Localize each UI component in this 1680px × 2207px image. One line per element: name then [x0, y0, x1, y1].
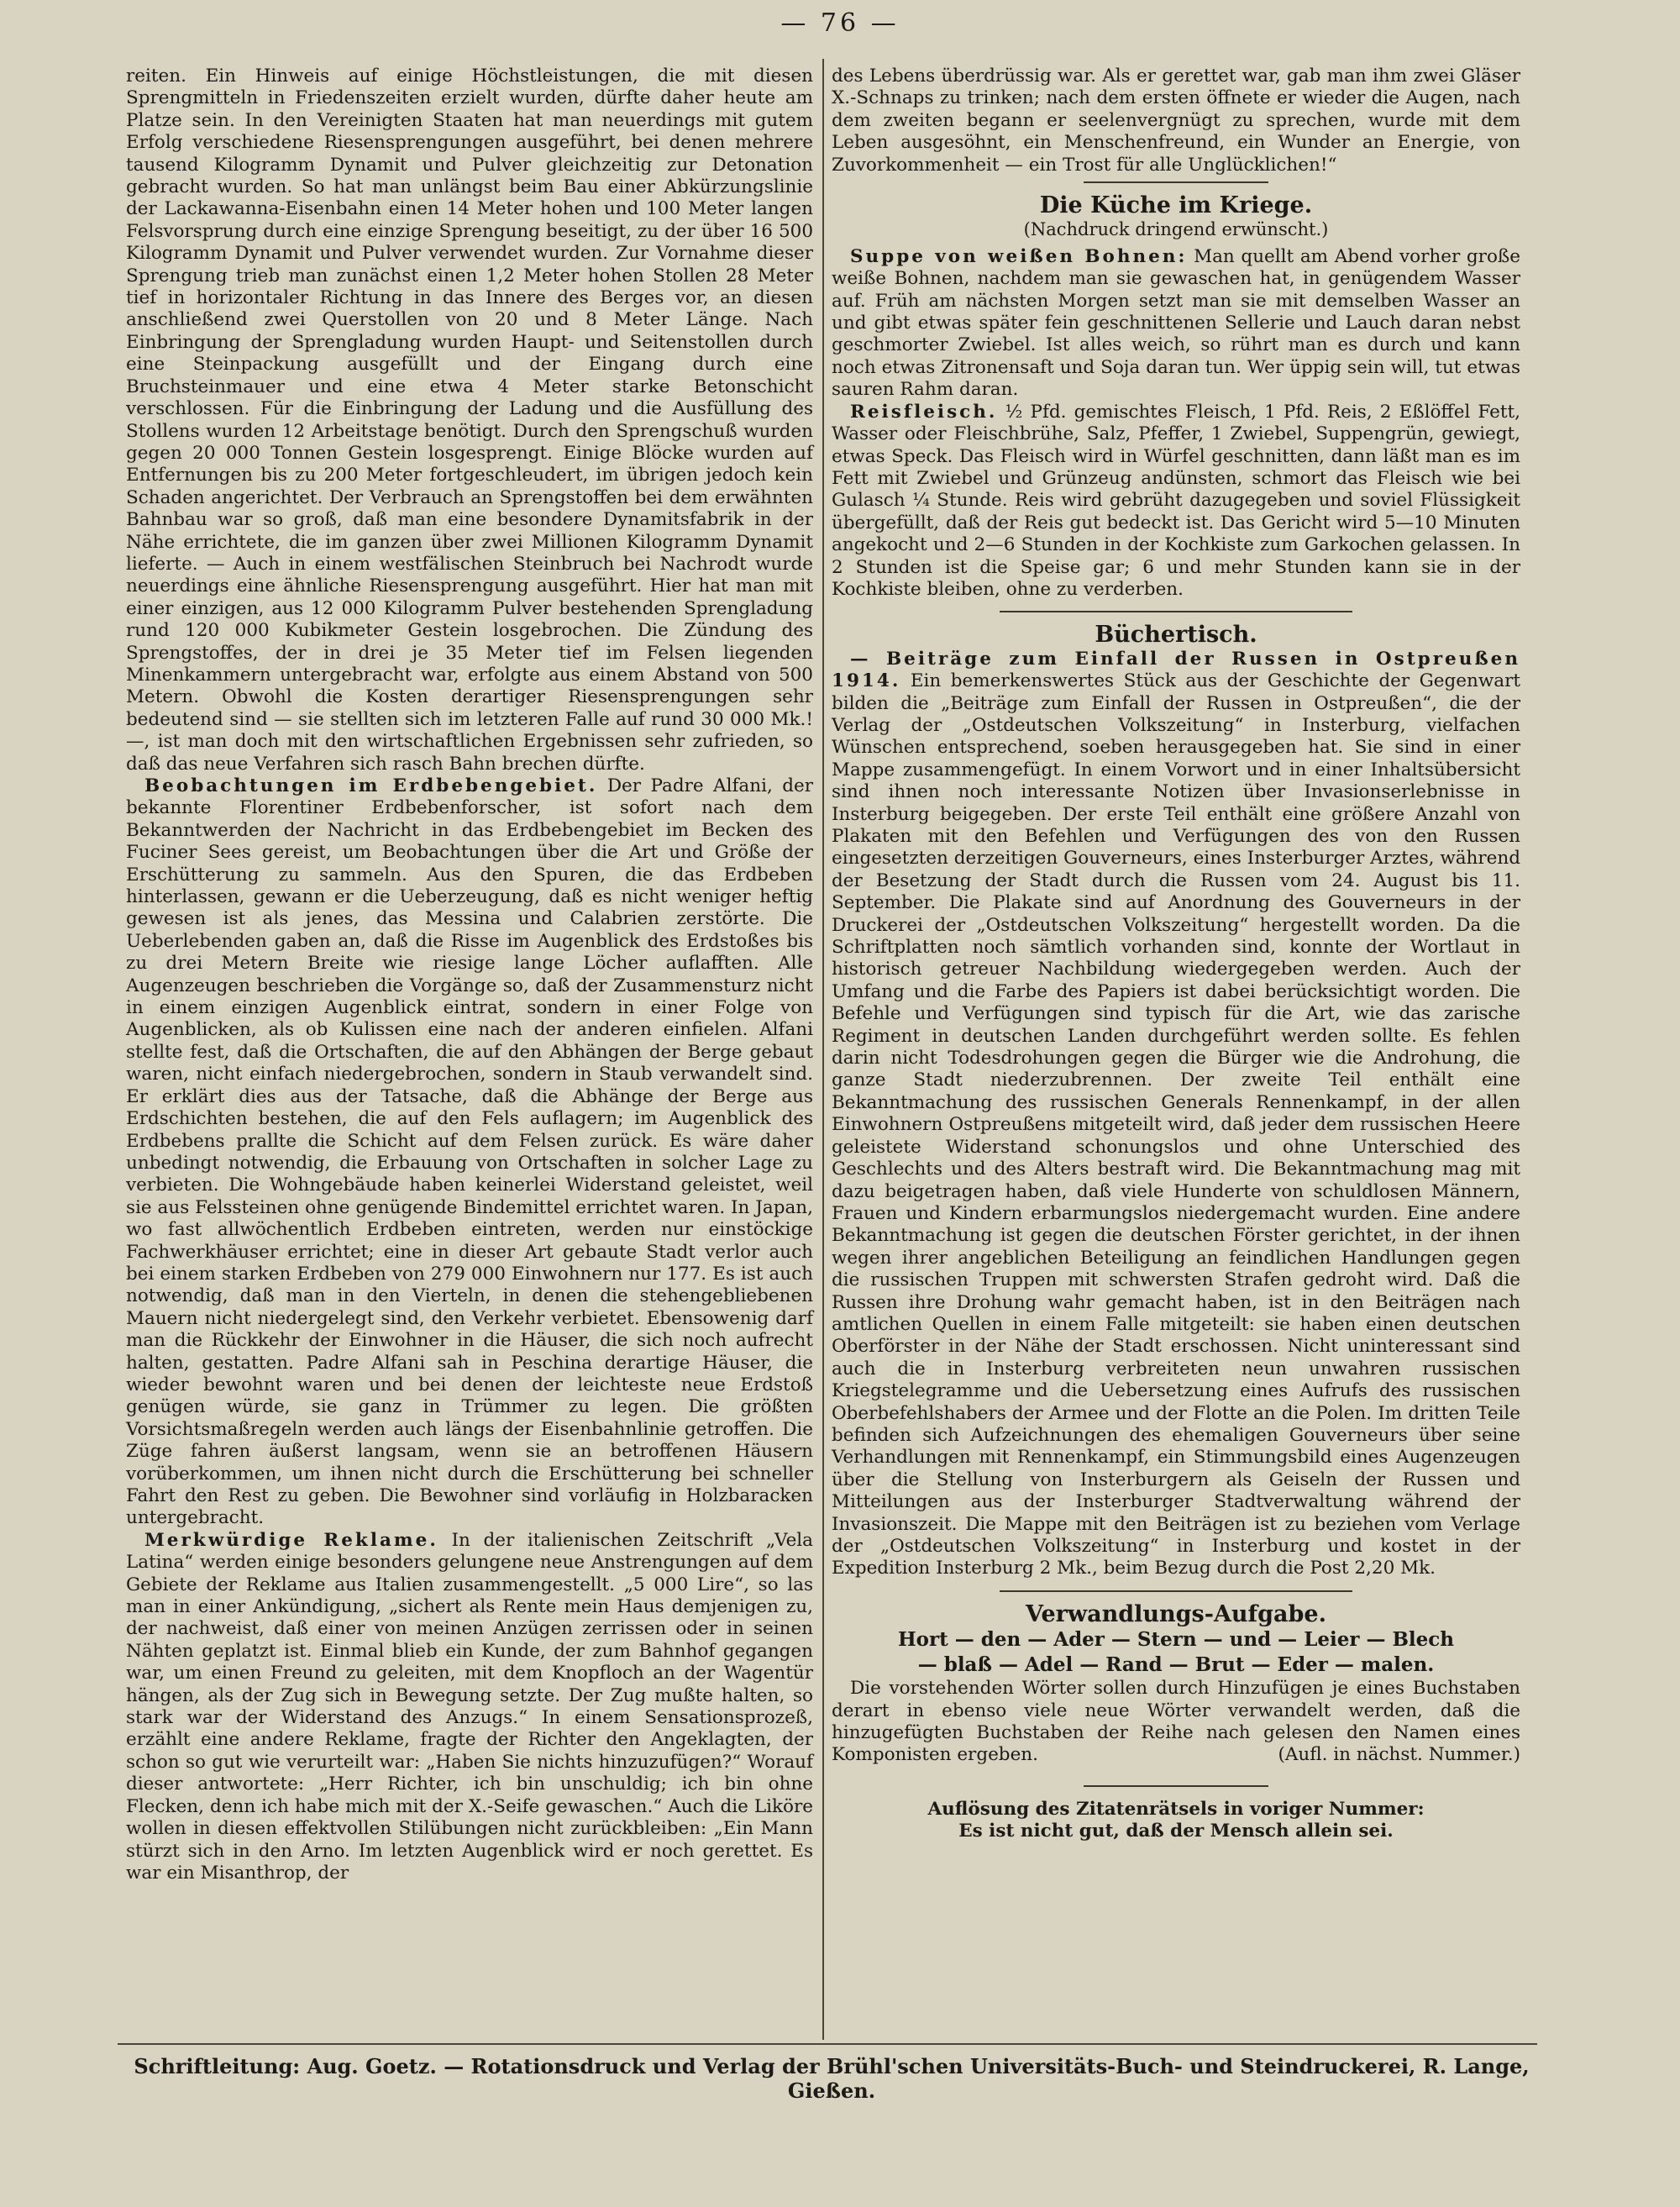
buechertisch-title: Büchertisch. — [1095, 622, 1257, 649]
buechertisch-text: Ein bemerkenswertes Stück aus der Geschichte der Gegenwart bilden die „Beiträge zum Einfall der Russen in Ostpreußen“, die der Verlag der „Ostdeutschen Volkszeitung“ in Insterburg, vielfachen Wünschen entsprechend, soeben herausgegeben hat. Sie sind in einer Mappe zusammengefügt. In einem Vorwort und in einer Inhaltsübersicht sind ihnen noch interessante Notizen über Invasionserlebnisse in Insterburg beigegeben. Der erste Teil enthält eine größere Anzahl von Plakaten mit den Befehlen und Verfügungen des von den Russen eingesetzten derzeitigen Gouverneurs, eines Insterburger Arztes, während der Besetzung der Stadt durch die Russen vom 24. August bis 11. September. Die Plakate sind auf Anordnung des Gouverneurs in der Druckerei der „Ostdeutschen Volkszeitung“ hergestellt worden. Da die Schriftplatten noch sämtlich vorhanden sind, konnte der Wortlaut in historisch getreuer Nachbildung wiedergegeben werden. Auch der Umfang und die Farbe des Papiers ist dabei berücksichtigt worden. Die Befehle und Verfügungen sind typisch für die Art, wie das zarische Regiment in deutschen Landen durchgeführt werden sollte. Es fehlen darin nicht Todesdrohungen gegen die Bürger wie die Androhung, die ganze Stadt niederzubrennen. Der zweite Teil enthält eine Bekanntmachung des russischen Generals Rennenkampf, in der allen Einwohnern Ostpreußens mitgeteilt wird, daß jeder dem russischen Heere geleistete Widerstand schonungslos und ohne Unterschied des Geschlechts und des Alters bestraft wird. Die Bekanntmachung mag mit dazu beigetragen haben, daß viele Hunderte von schuldlosen Männern, Frauen und Kindern erbarmungslos niedergemacht wurden. Eine andere Bekanntmachung ist gegen die deutschen Förster gerichtet, in der ihnen wegen ihrer angeblichen Beteiligung an feindlichen Handlungen gegen die russischen Truppen mit schwersten Strafen gedroht wird. Daß die Russen ihre Drohung wahr gemacht haben, ist in den Beiträgen nach amtlichen Quellen in einem Falle mitgeteilt: sie haben einen deutschen Oberförster in der Nähe der Stadt erschossen. Nicht uninteressant sind auch die in Insterburg verbreiteten neun unwahren russischen Kriegstelegramme und die Uebersetzung eines Aufrufs des russischen Oberbefehlshabers der Armee und der Flotte an die Polen. Im dritten Teile befinden sich Aufzeichnungen des ehemaligen Gouverneurs über seine Verhandlungen mit Rennenkampf, ein Stimmungsbild eines Augenzeugen über die Stellung von Insterburgern als Geiseln der Russen und Mitteilungen aus der Insterburger Stadtverwaltung während der Invasionszeit. Die Mappe mit den Beiträgen ist zu beziehen vom Verlage der „Ostdeutschen Volkszeitung“ in Insterburg und kostet in der Expedition Insterburg 2 Mk., beim Bezug durch die Post 2,20 Mk. — [832, 670, 1521, 1579]
section-divider — [1084, 181, 1268, 183]
article-erdbeben — [126, 775, 813, 1530]
page-number: — 76 — — [780, 8, 900, 38]
article-reklame-head: Merkwürdige Reklame. — [144, 1529, 438, 1551]
article-sprengungen-text: reiten. Ein Hinweis auf einige Höchstleistungen, die mit diesen Sprengmitteln in Friedenszeiten erzielt wurden, dürfte daher heute am Platze sein. In den Vereinigten Staaten hat man neuerdings mit gutem Erfolg verschiedene Riesensprengungen ausgeführt, bei denen mehrere tausend Kilogramm Dynamit und Pulver gleichzeitig zur Detonation gebracht wurden. So hat man unlängst beim Bau einer Abkürzungslinie der Lackawanna-Eisenbahn einen 14 Meter hohen und 100 Meter langen Felsvorsprung durch eine einzige Sprengung beseitigt, zu der über 16 500 Kilogramm Dynamit und Pulver verwendet wurden. Zur Vornahme dieser Sprengung trieb man zunächst einen 1,2 Meter hohen Stollen 28 Meter tief in horizontaler Richtung in das Innere des Berges vor, an diesen anschließend zwei Querstollen von 20 und 8 Meter Länge. Nach Einbringung der Sprengladung wurden Haupt- und Seitenstollen durch eine Steinpackung ausgefüllt und der Eingang durch eine Bruchsteinmauer und eine etwa 4 Meter starke Betonschicht verschlossen. Für die Einbringung der Ladung und die Ausfüllung des Stollens wurden 12 Arbeitstage benötigt. Durch den Sprengschuß wurden gegen 20 000 Tonnen Gestein losgesprengt. Einige Blöcke wurden auf Entfernungen bis zu 200 Meter fortgeschleudert, im übrigen jedoch kein Schaden angerichtet. Der Verbrauch an Sprengstoffen bei dem erwähnten Bahnbau war so groß, daß man eine besondere Dynamitsfabrik in der Nähe errichtete, die im ganzen über zwei Millionen Kilogramm Dynamit lieferte. — Auch in einem westfälischen Steinbruch bei Nachrodt wurde neuerdings eine ähnliche Riesensprengung ausgeführt. Hier hat man mit einer einzigen, aus 12 000 Kilogramm Pulver bestehenden Sprengladung rund 120 000 Kubikmeter Gestein losgebrochen. Die Zündung des Sprengstoffes, der in drei je 35 Meter tief im Felsen liegenden Minenkammern untergebracht war, erfolgte aus einem Abstand von 500 Metern. Obwohl die Kosten derartiger Riesensprengungen sehr bedeutend sind — sie stellten sich im letzteren Falle auf rund 30 000 Mk.! —, ist man doch mit den wirtschaftlichen Ergebnissen sehr zufrieden, so daß das neue Verfahren sich rasch Bahn brechen dürfte. — [126, 66, 813, 775]
section-divider — [1000, 611, 1352, 612]
kueche-subtitle: (Nachdruck dringend erwünscht.) — [1023, 219, 1329, 240]
article-erdbeben-head: Beobachtungen im Erdbebengebiet. — [144, 775, 598, 796]
buechertisch-article — [832, 649, 1520, 1580]
aufgabe-note: (Aufl. in nächst. Nummer.) — [1278, 1744, 1520, 1766]
aufgabe-instructions: Die vorstehenden Wörter sollen durch Hinzufügen je eines Buchstaben derart in ebenso viele neue Wörter verwandelt werden, daß die hinzugefügten Buchstaben der Reihe nach gelesen den Namen eines Komponisten ergeben. — [832, 1678, 1520, 1766]
footer-rule — [118, 2043, 1537, 2045]
recipe-reis-head: Reisfleisch. — [850, 401, 998, 423]
loesung-line-2: Es ist nicht gut, daß der Mensch allein sei. — [958, 1821, 1394, 1842]
article-erdbeben-text: Der Padre Alfani, der bekannte Florentiner Erdbebenforscher, ist sofort nach dem Bekanntwerden der Nachricht in das Erdbebengebiet im Becken des Fuciner Sees gereist, um Beobachtungen über die Art und Größe der Erschütterung zu sammeln. Aus den Spuren, die das Erdbeben hinterlassen, gewann er die Ueberzeugung, daß es nicht weniger heftig gewesen ist als jenes, das Messina und Calabrien zerstörte. Die Ueberlebenden gaben an, daß die Risse im Augenblick des Erdstoßes bis zu drei Metern Breite wie riesige lange Löcher auflafften. Alle Augenzeugen beschrieben die Vorgänge so, daß der Zusammensturz nicht in einem einzigen Augenblick eintrat, sondern in einer Folge von Augenblicken, als ob Kulissen eine nach der anderen einfielen. Alfani stellte fest, daß die Ortschaften, die auf den Abhängen der Berge gebaut waren, nicht einfach niedergebrochen, sondern in Staub verwandelt sind. Er erklärt dies aus der Tatsache, daß die Abhänge der Berge aus Erdschichten bestehen, die auf den Fels auflagern; im Augenblick des Erdbebens prallte die Schicht auf dem Felsen zurück. Es wäre daher unbedingt notwendig, die Erbauung von Ortschaften in solcher Lage zu verbieten. Die Wohngebäude haben keinerlei Widerstand geleistet, weil sie aus Felssteinen ohne genügende Bindemittel errichtet waren. In Japan, wo fast allwöchentlich Erdbeben eintreten, werden nur einstöckige Fachwerkhäuser errichtet; eine in dieser Art gebaute Stadt verlor auch bei einem starken Erdbeben von 279 000 Einwohnern nur 177. Es ist auch notwendig, daß man in den Vierteln, in denen die stehengebliebenen Mauern nicht niedergelegt sind, den Verkehr verbietet. Ebensowenig darf man die Rückkehr der Einwohner in die Häuser, die sich noch aufrecht halten, gestatten. Padre Alfani sah in Peschina derartige Häuser, die wieder bewohnt waren und bei denen der leichteste neue Erdstoß genügen würde, sie ganz in Trümmer zu legen. Die größten Vorsichtsmaßregeln werden auch längs der Eisenbahnlinie getroffen. Die Züge fahren äußerst langsam, wenn sie an betroffenen Häusern vorüberkommen, um ihnen nicht durch die Erschütterung bei schneller Fahrt den Rest zu geben. Die Bewohner sind vorläufig in Holzbaracken untergebracht. — [126, 775, 813, 1529]
loesung-line-1: Auflösung des Zitatenrätsels in voriger Nummer: — [927, 1798, 1425, 1820]
reklame-continuation: des Lebens überdrüssig war. Als er gerettet war, gab man ihm zwei Gläser X.-Schnaps zu trinken; nach dem ersten öffnete er wieder die Augen, nach dem zweiten begann er seelenvergnügt zu sprechen, wurde mit dem Leben ausgesöhnt, ein Menschenfreund, ein Wunder an Energie, von Zuvorkommenheit — ein Trost für alle Unglücklichen!“ — [832, 66, 1520, 176]
aufgabe-title: Verwandlungs-Aufgabe. — [1026, 1600, 1326, 1627]
left-column — [126, 66, 813, 1884]
recipe-suppe-text: Man quellt am Abend vorher große weiße Bohnen, nachdem man sie gewaschen hat, in genügendem Wasser auf. Früh am nächsten Morgen setzt man sie mit demselben Wasser an und gibt etwas später fein geschnittenen Sellerie und Lauch daran nebst geschmorter Zwiebel. Ist alles weich, so rührt man es durch und kann noch etwas Zitronensaft und Soja daran tun. Wer üppig sein will, tut etwas sauren Rahm daran. — [832, 245, 1520, 401]
kueche-title: Die Küche im Kriege. — [1039, 192, 1313, 219]
column-divider — [822, 59, 824, 2040]
section-divider — [1000, 1590, 1352, 1592]
recipe-reis — [832, 402, 1520, 602]
article-reklame-text: In der italienischen Zeitschrift „Vela Latina“ werden einige besonders gelungene neue Anstrengungen auf dem Gebiete der Reklame aus Italien zusammengestellt. „5 000 Lire“, so las man in einer Ankündigung, „sichert als Rente mein Haus demjenigen zu, der nachweist, daß einer von meinen Anzügen zerrissen oder in seinen Nähten geplatzt ist. Einmal blieb ein Kunde, der zum Bahnhof gegangen war, um einen Freund zu geleiten, mit dem Knopfloch an der Wagentür hängen, als der Zug sich in Bewegung setzte. Der Zug mußte halten, so stark war der Widerstand des Anzugs.“ In einem Sensationsprozeß, erzählt eine andere Reklame, fragte der Richter den Angeklagten, der schon so gut wie verurteilt war: „Haben Sie nichts hinzuzufügen?“ Worauf dieser antwortete: „Herr Richter, ich bin unschuldig; ich bin ohne Flecken, denn ich habe mich mit der X.-Seife gewaschen.“ Auch die Liköre wollen in diesen effektvollen Stilübungen nicht zurückbleiben: „Ein Mann stürzt sich in den Arno. Im letzten Augenblick wird er noch gerettet. Es war ein Misanthrop, der — [126, 1529, 813, 1884]
footer-imprint: Schriftleitung: Aug. Goetz. — Rotationsdruck und Verlag der Brühl'schen Universitäts-Buch- und Steindruckerei, R. Lange, Gießen. — [134, 2054, 1530, 2103]
article-reklame — [126, 1530, 813, 1885]
buechertisch-head: — Beiträge zum Einfall der Russen in Ostpreußen 1914. — [832, 648, 1520, 692]
recipe-reis-text: ½ Pfd. gemischtes Fleisch, 1 Pfd. Reis, 2 Eßlöffel Fett, Wasser oder Fleischbrühe, Salz, Pfeffer, 1 Zwiebel, Suppengrün, gewiegt, etwas Speck. Das Fleisch wird in Würfel geschnitten, dann läßt man es im Fett mit Zwiebel und Grünzeug andünsten, schmort das Fleisch wie bei Gulasch ¼ Stunde. Reis wird gebrüht dazugegeben und soviel Flüssigkeit übergefüllt, daß der Reis gut bedeckt ist. Das Gericht wird 5—10 Minuten angekocht und 2—6 Stunden in der Kochkiste zum Garkochen gelassen. In 2 Stunden ist die Speise gar; 6 und mehr Stunden kann sie in der Kochkiste bleiben, ohne zu verderben. — [832, 401, 1520, 600]
aufgabe-text — [832, 1678, 1520, 1767]
right-column — [832, 66, 1520, 1843]
section-divider — [1084, 1785, 1268, 1787]
aufgabe-words-line-2: — blaß — Adel — Rand — Brut — Eder — malen. — [917, 1653, 1435, 1677]
recipe-suppe-head: Suppe von weißen Bohnen: — [850, 245, 1188, 267]
aufgabe-words-line-1: Hort — den — Ader — Stern — und — Leier — Blech — [897, 1628, 1455, 1652]
recipe-suppe — [832, 246, 1520, 402]
